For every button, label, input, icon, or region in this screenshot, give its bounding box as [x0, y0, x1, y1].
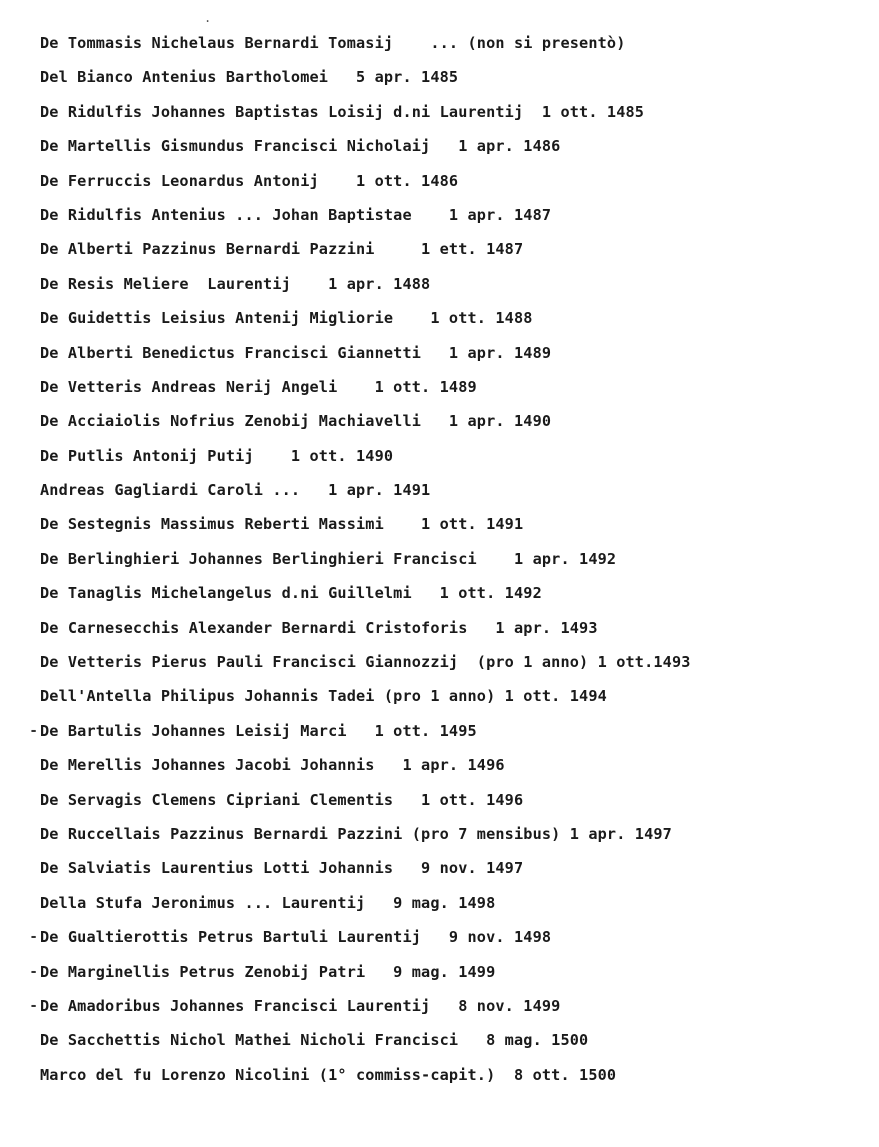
- entry-text: De Servagis Clemens Cipriani Clementis 1 ott. 1496: [40, 790, 524, 809]
- entry-line: [40, 817, 879, 851]
- entry-text: De Tanaglis Michelangelus d.ni Guillelmi 1 ott. 1492: [40, 584, 542, 603]
- margin-mark: -: [29, 929, 38, 946]
- entry-text: De Ruccellais Pazzinus Bernardi Pazzini (pro 7 mensibus) 1 apr. 1497: [40, 824, 672, 843]
- entry-text: De Salviatis Laurentius Lotti Johannis 9 nov. 1497: [40, 859, 524, 878]
- entry-text: De Amadoribus Johannes Francisci Laurentij 8 nov. 1499: [40, 996, 561, 1015]
- entry-text: Dell'Antella Philipus Johannis Tadei (pro 1 anno) 1 ott. 1494: [40, 687, 607, 706]
- entry-line: [40, 404, 879, 438]
- entry-text: De Ferruccis Leonardus Antonij 1 ott. 1486: [40, 171, 459, 190]
- margin-mark: -: [29, 997, 38, 1014]
- entry-text: De Acciaiolis Nofrius Zenobij Machiavelli 1 apr. 1490: [40, 412, 552, 431]
- margin-mark: -: [29, 722, 38, 739]
- entry-text: De Tommasis Nichelaus Bernardi Tomasij ... (non si presentò): [40, 34, 626, 52]
- entry-line: [29, 920, 879, 954]
- entry-text: De Berlinghieri Johannes Berlinghieri Francisci 1 apr. 1492: [40, 549, 617, 568]
- entry-line: [40, 198, 879, 232]
- entry-line: [40, 645, 879, 679]
- entry-text: De Putlis Antonij Putij 1 ott. 1490: [40, 446, 394, 465]
- entry-line: [29, 955, 879, 989]
- entry-text: Del Bianco Antenius Bartholomei 5 apr. 1485: [40, 68, 459, 87]
- entry-line: [40, 542, 879, 576]
- entry-line: [40, 267, 879, 301]
- entry-line: [40, 232, 879, 266]
- entry-text: De Carnesecchis Alexander Bernardi Cristoforis 1 apr. 1493: [40, 618, 598, 637]
- entry-line: [40, 129, 879, 163]
- entry-line: [40, 748, 879, 782]
- entry-text: De Sestegnis Massimus Reberti Massimi 1 ott. 1491: [40, 515, 524, 534]
- entry-text: De Marginellis Petrus Zenobij Patri 9 mag. 1499: [40, 962, 496, 981]
- entry-line: [40, 886, 879, 920]
- entry-line: [40, 301, 879, 335]
- entry-line: [40, 95, 879, 129]
- entry-text: De Bartulis Johannes Leisij Marci 1 ott. 1495: [40, 721, 477, 740]
- entry-line: [40, 164, 879, 198]
- entry-line: [40, 507, 879, 541]
- entry-line: [40, 1058, 879, 1092]
- entry-line: [40, 439, 879, 473]
- entry-line: [29, 714, 879, 748]
- margin-mark: -: [29, 963, 38, 980]
- entry-text: Della Stufa Jeronimus ... Laurentij 9 mag. 1498: [40, 893, 496, 912]
- entry-text: Marco del fu Lorenzo Nicolini (1° commiss-capit.) 8 ott. 1500: [40, 1065, 617, 1084]
- entry-line: [40, 1023, 879, 1057]
- entry-text: De Guidettis Leisius Antenij Migliorie 1 ott. 1488: [40, 309, 533, 328]
- entry-text: De Alberti Benedictus Francisci Giannetti 1 apr. 1489: [40, 343, 552, 362]
- entry-line: [40, 679, 879, 713]
- entry-line: [40, 783, 879, 817]
- entry-line: [40, 336, 879, 370]
- speck-mark: .: [204, 11, 212, 25]
- entry-list: [29, 26, 879, 1092]
- entry-line: [40, 370, 879, 404]
- entry-line: [40, 26, 879, 60]
- entry-line: [40, 611, 879, 645]
- entry-text: Andreas Gagliardi Caroli ... 1 apr. 1491: [40, 481, 431, 500]
- entry-text: De Vetteris Pierus Pauli Francisci Giannozzij (pro 1 anno) 1 ott.1493: [40, 653, 691, 672]
- entry-text: De Ridulfis Antenius ... Johan Baptistae 1 apr. 1487: [40, 205, 552, 224]
- entry-text: De Gualtierottis Petrus Bartuli Laurentij 9 nov. 1498: [40, 928, 552, 947]
- entry-text: De Resis Meliere Laurentij 1 apr. 1488: [40, 274, 431, 293]
- entry-text: De Merellis Johannes Jacobi Johannis 1 apr. 1496: [40, 756, 505, 775]
- entry-line: [40, 473, 879, 507]
- entry-text: De Martellis Gismundus Francisci Nicholaij 1 apr. 1486: [40, 137, 561, 156]
- entry-text: De Alberti Pazzinus Bernardi Pazzini 1 ett. 1487: [40, 240, 524, 259]
- entry-line: [40, 60, 879, 94]
- entry-text: De Sacchettis Nichol Mathei Nicholi Francisci 8 mag. 1500: [40, 1031, 589, 1050]
- entry-text: De Ridulfis Johannes Baptistas Loisij d.ni Laurentij 1 ott. 1485: [40, 102, 645, 121]
- entry-line: [40, 576, 879, 610]
- entry-text: De Vetteris Andreas Nerij Angeli 1 ott. 1489: [40, 377, 477, 396]
- entry-line: [40, 851, 879, 885]
- entry-line: [29, 989, 879, 1023]
